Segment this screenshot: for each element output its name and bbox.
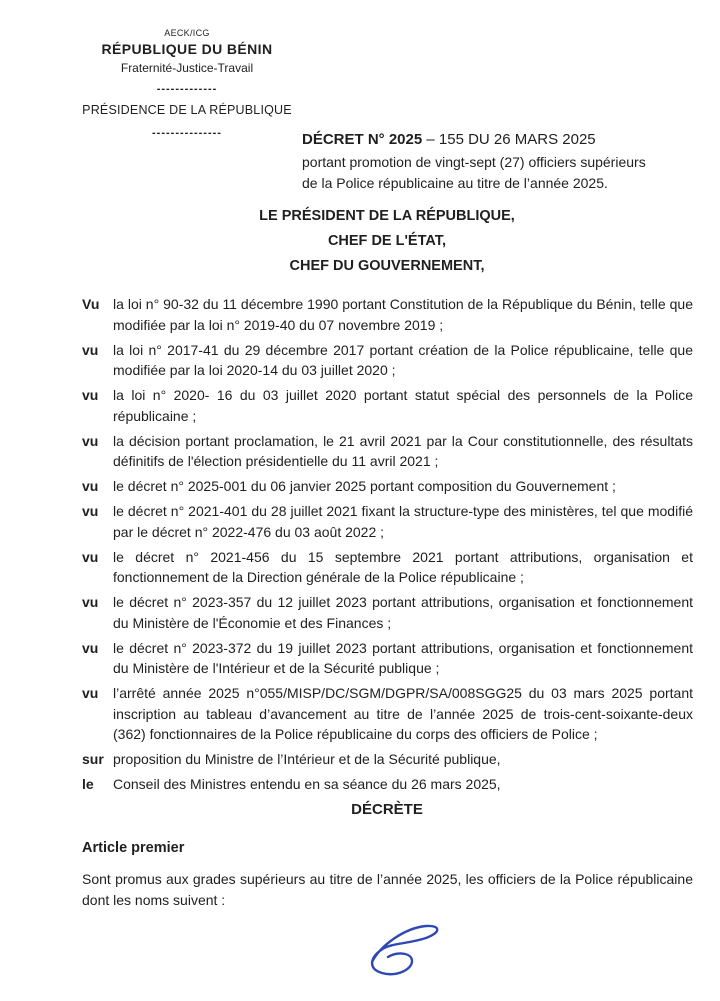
signature-paraph-icon — [338, 916, 448, 982]
clause-label: vu — [82, 432, 99, 449]
clause-row — [82, 592, 693, 633]
heading-president: LE PRÉSIDENT DE LA RÉPUBLIQUE, — [259, 208, 515, 224]
clause-text: le décret n° 2023-357 du 12 juillet 2023 portant attributions, organisation et fonctionnement du Ministère de l'Économie et des Finances ; — [113, 594, 693, 631]
clause-row — [82, 340, 693, 381]
decree-number-rest: – 155 DU 26 MARS 2025 — [422, 131, 596, 148]
clause-row — [82, 547, 693, 588]
clause-label: vu — [82, 341, 99, 358]
decree-number-line — [302, 129, 694, 150]
visa-clauses — [82, 294, 693, 799]
clause-text: la loi n° 2020- 16 du 03 juillet 2020 portant statut spécial des personnels de la Police républicaine ; — [113, 387, 693, 424]
clause-row — [82, 385, 693, 426]
clause-text: le décret n° 2023-372 du 19 juillet 2023 portant attributions, organisation et fonctionnement du Ministère de l'Intérieur et de la Sécurité publique ; — [113, 639, 693, 676]
clause-label: sur — [82, 751, 104, 767]
clause-text: Conseil des Ministres entendu en sa séance du 26 mars 2025, — [113, 776, 501, 792]
country-title: RÉPUBLIQUE DU BÉNIN — [101, 41, 273, 58]
clause-label: vu — [82, 594, 99, 610]
clause-label: vu — [82, 685, 99, 701]
separator-dashes: --------------- — [152, 127, 222, 140]
article-title: Article premier — [82, 840, 185, 856]
clause-label: vu — [82, 548, 99, 565]
reference-code: AECK/ICG — [164, 28, 210, 38]
separator-dashes: ------------- — [156, 82, 218, 95]
decree-subject-line2: de la Police républicaine au titre de l’année 2025. — [302, 175, 608, 191]
clause-text: la loi n° 90-32 du 11 décembre 1990 portant Constitution de la République du Bénin, telle que modifiée par la loi n° 2019-40 du 07 novembre 2019 ; — [113, 296, 693, 333]
signature-paraph — [338, 916, 448, 982]
article-body: Sont promus aux grades supérieurs au titre de l’année 2025, les officiers de la Police républicaine dont les noms suivent : — [82, 871, 693, 908]
clause-row — [82, 476, 693, 497]
clause-label: vu — [82, 478, 99, 494]
clause-row — [82, 774, 693, 795]
clause-row — [82, 294, 693, 335]
clause-text: le décret n° 2021-456 du 15 septembre 2021 portant attributions, organisation et fonctionnement de la Direction générale de la Police républicaine ; — [113, 548, 693, 585]
clause-label: vu — [82, 503, 99, 519]
clause-row — [82, 683, 693, 745]
clause-text: la décision portant proclamation, le 21 avril 2021 par la Cour constitutionnelle, des résultats définitifs de l'élection présidentielle du 11 avril 2021 ; — [113, 432, 693, 469]
heading-chef-gouvernement: CHEF DU GOUVERNEMENT, — [289, 258, 485, 274]
decrete-heading: DÉCRÈTE — [351, 801, 423, 818]
clause-row — [82, 431, 693, 472]
clause-text: l’arrêté année 2025 n°055/MISP/DC/SGM/DGPR/SA/008SGG25 du 03 mars 2025 portant inscription au tableau d’avancement au titre de l’année 2025 de trois-cent-soixante-deux (362) fonctionnaires de la Police républicaine du corps des officiers de Police ; — [113, 685, 693, 742]
clause-row — [82, 638, 693, 679]
heading-chef-etat: CHEF DE L'ÉTAT, — [327, 233, 447, 249]
decree-title-block — [302, 129, 694, 194]
clause-text: la loi n° 2017-41 du 29 décembre 2017 portant création de la Police républicaine, telle que modifiée par la loi 2020-14 du 03 juillet 2020 ; — [113, 341, 693, 378]
clause-label: le — [82, 776, 94, 792]
decree-number-bold: DÉCRET N° 2025 — [302, 131, 423, 148]
letterhead — [62, 28, 312, 138]
clause-label: vu — [82, 639, 99, 656]
institution-title: PRÉSIDENCE DE LA RÉPUBLIQUE — [82, 102, 292, 117]
clause-text: proposition du Ministre de l’Intérieur et de la Sécurité publique, — [113, 751, 501, 767]
authority-headings — [82, 204, 692, 279]
clause-row — [82, 501, 693, 542]
clause-label: Vu — [82, 296, 100, 312]
clause-row — [82, 749, 693, 770]
decree-subject-line1: portant promotion de vingt-sept (27) officiers supérieurs — [302, 154, 646, 170]
national-motto: Fraternité-Justice-Travail — [120, 60, 254, 75]
clause-label: vu — [82, 387, 99, 403]
clause-text: le décret n° 2021-401 du 28 juillet 2021 fixant la structure-type des ministères, tel que modifié par le décret n° 2022-476 du 03 août 2022 ; — [113, 503, 693, 540]
clause-text: le décret n° 2025-001 du 06 janvier 2025 portant composition du Gouvernement ; — [113, 478, 616, 494]
